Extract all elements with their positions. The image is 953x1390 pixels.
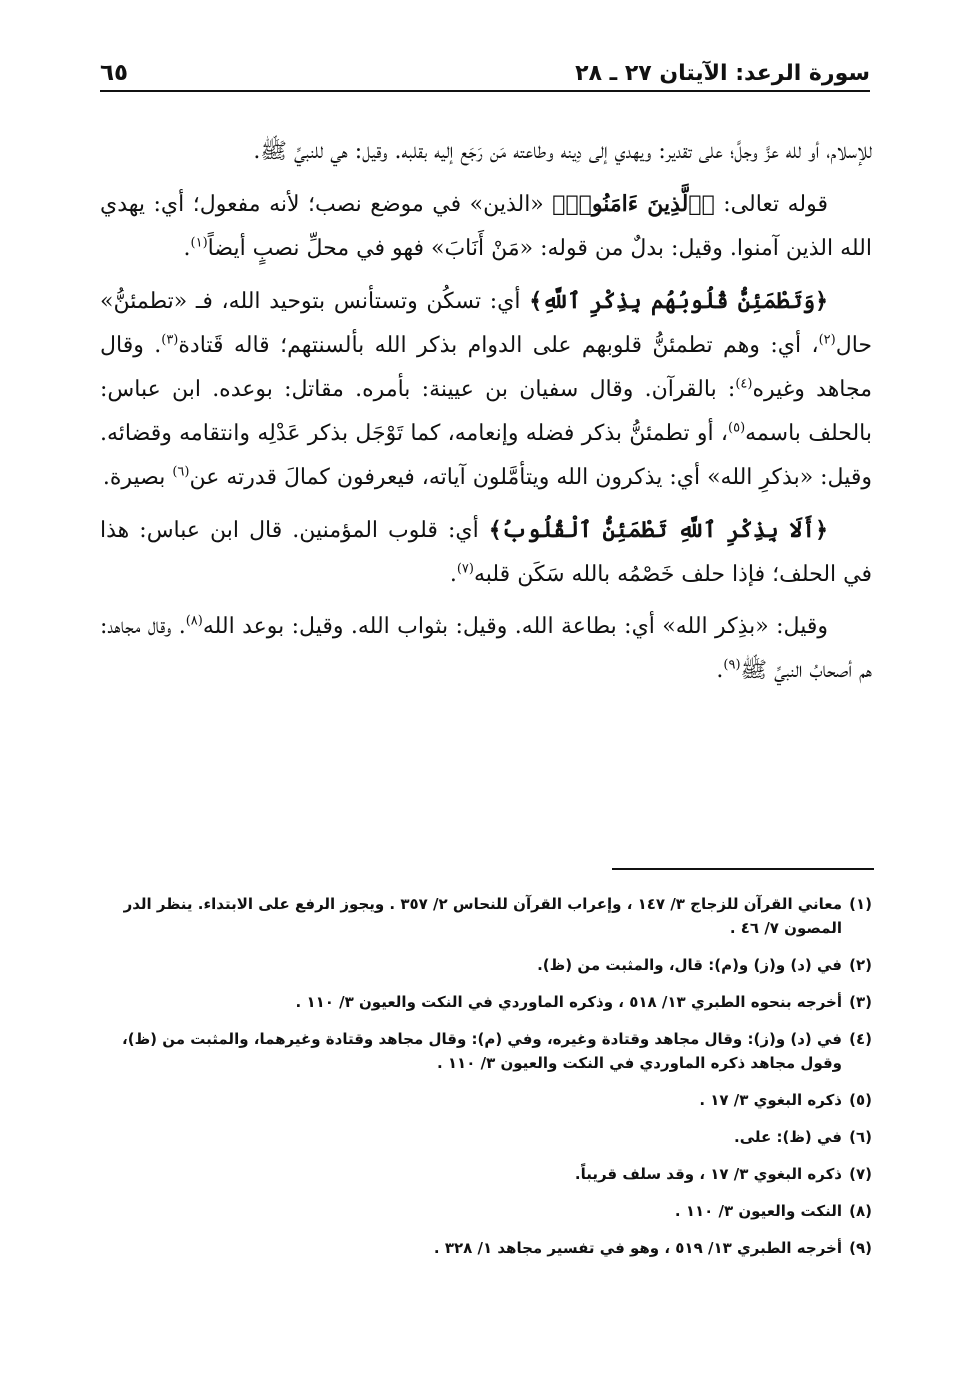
footnotes [100,892,872,1273]
footnote-ref[interactable]: (١) [190,235,208,251]
footnote-number: (٨) [849,1202,872,1220]
footnote-text: أخرجه بنحوه الطبري ١٣/ ٥١٨ ، وذكره الماوردي في النكت والعيون ٣/ ١١٠ . [295,993,842,1011]
body-paragraph [100,130,872,174]
footnote-ref[interactable]: (٣) [161,332,179,348]
footnote-text: في (د) و(ز) و(م): قال، والمثبت من (ظ). [537,956,842,974]
footnote [100,1162,872,1186]
footnote [100,1088,872,1112]
footnote-ref[interactable]: (٧) [456,561,474,577]
footnote-number: (٢) [849,956,872,974]
footnote-text: ذكره البغوي ٣/ ١٧ . [699,1091,842,1109]
text-segment: بصيرة. [102,465,173,490]
footnote-text: في (د) و(ز): وقال مجاهد وقتادة وغيره، وفي (م): وقال مجاهد وقتادة وغيرهما، والمثبت من (ظ)، وقول مجاهد ذكره الماوردي في النكت والعيون ٣/ ١١٠ . [122,1030,842,1072]
body-paragraph [100,508,872,597]
text-segment: : بالقرآن. وقال سفيان بن عيينة: بأمره. مقاتل: بوعده. ابن عباس: بالحلف باسمه [100,377,872,446]
text-segment: . [183,236,191,261]
footnote-text: النكت والعيون ٣/ ١١٠ . [674,1202,842,1220]
footnote [100,1199,872,1223]
footnote [100,1125,872,1149]
footnote-number: (٣) [849,993,872,1011]
footnote-ref[interactable]: (٨) [185,613,203,629]
text-segment: ، أو تطمئنُّ بذكر فضله وإنعامه، كما تَوْجَل بذكر عَدْلِه وانتقامه وقضائه. وقيل: «بذكرِ الله» أي: يذكرون الله ويتأمَّلون آياته، فيعرفون كمالَ قدرته عن [100,421,872,490]
footnote [100,1236,872,1260]
body-paragraph [100,605,872,693]
footnote-number: (٥) [849,1091,872,1109]
footnote [100,1027,872,1075]
running-head: سورة الرعد: الآيتان ٢٧ ـ ٢٨ [575,61,870,86]
body-paragraph [100,182,872,271]
footnote-number: (٩) [849,1239,872,1257]
footnote-ref[interactable]: (٥) [728,420,746,436]
text-segment: . وقال مجاهد وغيره [100,333,872,402]
text-segment: «الذين» في موضع نصب؛ لأنه مفعول؛ أي: يهدي الله الذين آمنوا. وقيل: بدلٌ من قوله: «مَنْ أَنَابَ» فهو في محلِّ نصبٍ أيضاً [100,192,872,261]
footnote-ref[interactable]: (٦) [172,464,190,480]
text-segment: . [716,658,724,683]
page-header [100,52,870,92]
footnote-number: (٧) [849,1165,872,1183]
footnote-number: (٦) [849,1128,872,1146]
text-segment: قوله تعالى: [714,192,828,217]
footnote-ref[interactable]: (٩) [723,657,741,673]
footnote-number: (٤) [849,1030,872,1048]
quran-verse: ﴿أَلَا بِذِكْرِ ٱللَّهِ تَطْمَئِنُّ ٱلْقُلُوبُ﴾ [488,517,828,543]
footnote-ref[interactable]: (٤) [735,376,753,392]
footnote-text: أخرجه الطبري ١٣/ ٥١٩ ، وهو في تفسير مجاهد ١/ ٣٢٨ . [433,1239,842,1257]
footnote [100,892,872,940]
text-segment: . [449,562,457,587]
page-number: ٦٥ [100,60,129,86]
footnote-divider [612,868,874,870]
quran-verse: ﴿وَتَطْمَئِنُّ قُلُوبُهُم بِذِكْرِ ٱللَّهِ﴾ [529,288,828,314]
footnote-text: في (ظ): على. [734,1128,842,1146]
footnote-text: ذكره البغوي ٣/ ١٧ ، وقد سلف قريباً. [574,1165,842,1183]
text-segment: أي: تسكُن وتستأنس بتوحيد الله، فـ «تطمئنُّ» حال [100,289,873,358]
quran-verse: ﴿ٱلَّذِينَ ءَامَنُوا۟﴾ [552,191,715,217]
text-segment: وقيل: «بذِكر الله» أي: بطاعة الله. وقيل: بثواب الله. وقيل: بوعد الله [202,614,828,639]
footnote-text: معاني القرآن للزجاج ٣/ ١٤٧ ، وإعراب القرآن للنحاس ٢/ ٣٥٧ . ويجوز الرفع على الابتداء. ينظر الدر المصون ٧/ ٤٦ . [123,895,842,937]
text-segment: . وقال مجاهد: هم أصحابُ النبيِّ ﷺ [100,614,872,683]
main-text [100,130,872,701]
text-segment: أي: قلوب المؤمنين. قال ابن عباس: هذا في الحلف؛ فإذا حلف خَصْمُه بالله سَكَن قلبه [100,518,872,587]
body-paragraph [100,279,872,500]
footnote-number: (١) [849,895,872,913]
text-segment: للإسلام، أو لله عزَّ وجلَّ؛ على تقدير: ويهدي إلى دِينه وطاعته مَن رَجَع إليه بقلبه. وقيل: هي للنبيِّ ﷺ. [253,139,872,164]
footnote [100,953,872,977]
footnote [100,990,872,1014]
footnote-ref[interactable]: (٢) [818,332,836,348]
text-segment: ، أي: وهم تطمئنُّ قلوبهم على الدوام بذكر الله بألسنتهم؛ قاله قَتادة [178,333,819,358]
